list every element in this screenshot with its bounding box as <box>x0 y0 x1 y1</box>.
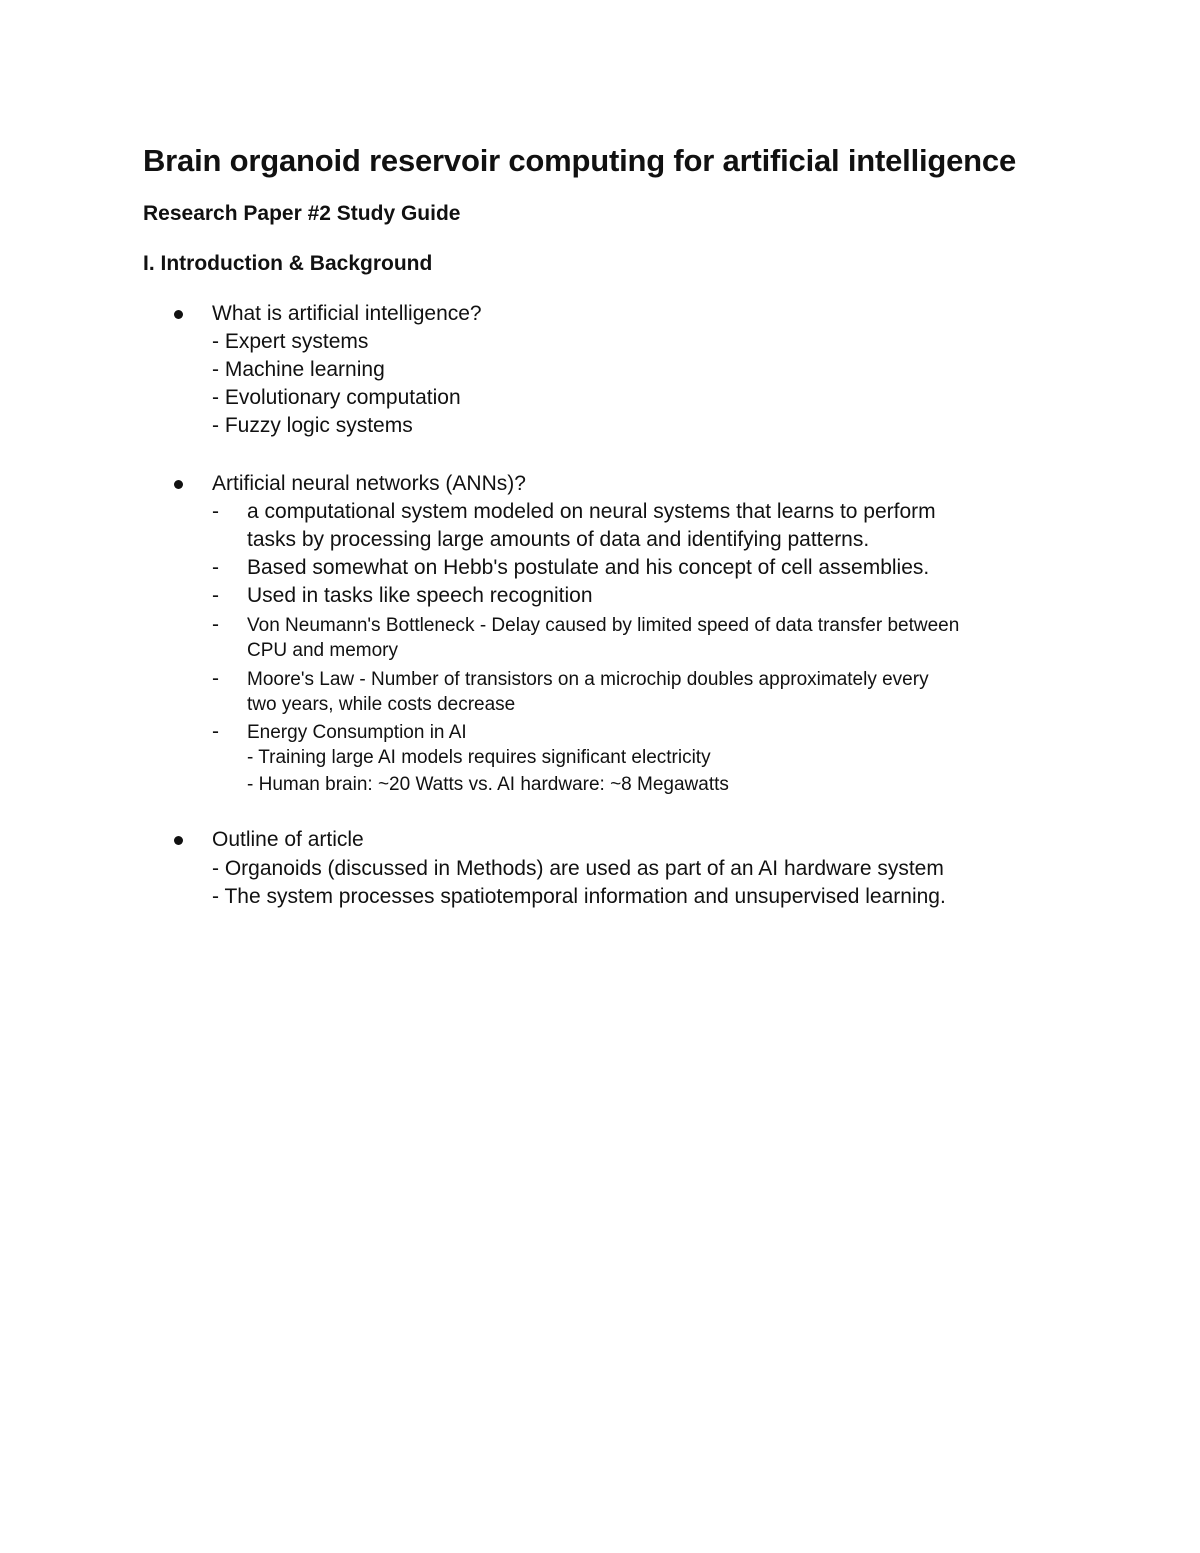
bullet-item: Outline of article <box>212 828 364 851</box>
dash-item-line: tasks by processing large amounts of data and identifying patterns. <box>247 528 870 551</box>
document-title: Brain organoid reservoir computing for artificial intelligence <box>143 143 1016 178</box>
sub-item: - Machine learning <box>212 358 385 381</box>
dash-item-line: two years, while costs decrease <box>247 694 516 715</box>
sub-item: - Expert systems <box>212 330 369 353</box>
bullet-icon <box>174 836 183 845</box>
dash-item-line: - Training large AI models requires significant electricity <box>247 747 711 768</box>
sub-item: - Fuzzy logic systems <box>212 414 413 437</box>
dash-marker: - <box>212 667 219 690</box>
dash-item-line: Used in tasks like speech recognition <box>247 584 593 607</box>
dash-marker: - <box>212 720 219 743</box>
dash-item-line: Moore's Law - Number of transistors on a microchip doubles approximately every <box>247 669 929 690</box>
dash-item-line: CPU and memory <box>247 640 398 661</box>
sub-item: - The system processes spatiotemporal information and unsupervised learning. <box>212 885 946 908</box>
dash-item-line: Energy Consumption in AI <box>247 722 467 743</box>
dash-marker: - <box>212 613 219 636</box>
bullet-item: What is artificial intelligence? <box>212 302 482 325</box>
bullet-icon <box>174 480 183 489</box>
dash-item-line: Based somewhat on Hebb's postulate and his concept of cell assemblies. <box>247 556 930 579</box>
sub-item: - Evolutionary computation <box>212 386 461 409</box>
dash-marker: - <box>212 556 219 579</box>
dash-marker: - <box>212 584 219 607</box>
dash-item-line: Von Neumann's Bottleneck - Delay caused by limited speed of data transfer between <box>247 615 960 636</box>
bullet-icon <box>174 310 183 319</box>
dash-item-line: a computational system modeled on neural systems that learns to perform <box>247 500 936 523</box>
section-heading: I. Introduction & Background <box>143 252 433 275</box>
dash-item-line: - Human brain: ~20 Watts vs. AI hardware: ~8 Megawatts <box>247 774 729 795</box>
document-subtitle: Research Paper #2 Study Guide <box>143 202 461 225</box>
sub-item: - Organoids (discussed in Methods) are used as part of an AI hardware system <box>212 857 944 880</box>
dash-marker: - <box>212 500 219 523</box>
bullet-item: Artificial neural networks (ANNs)? <box>212 472 526 495</box>
